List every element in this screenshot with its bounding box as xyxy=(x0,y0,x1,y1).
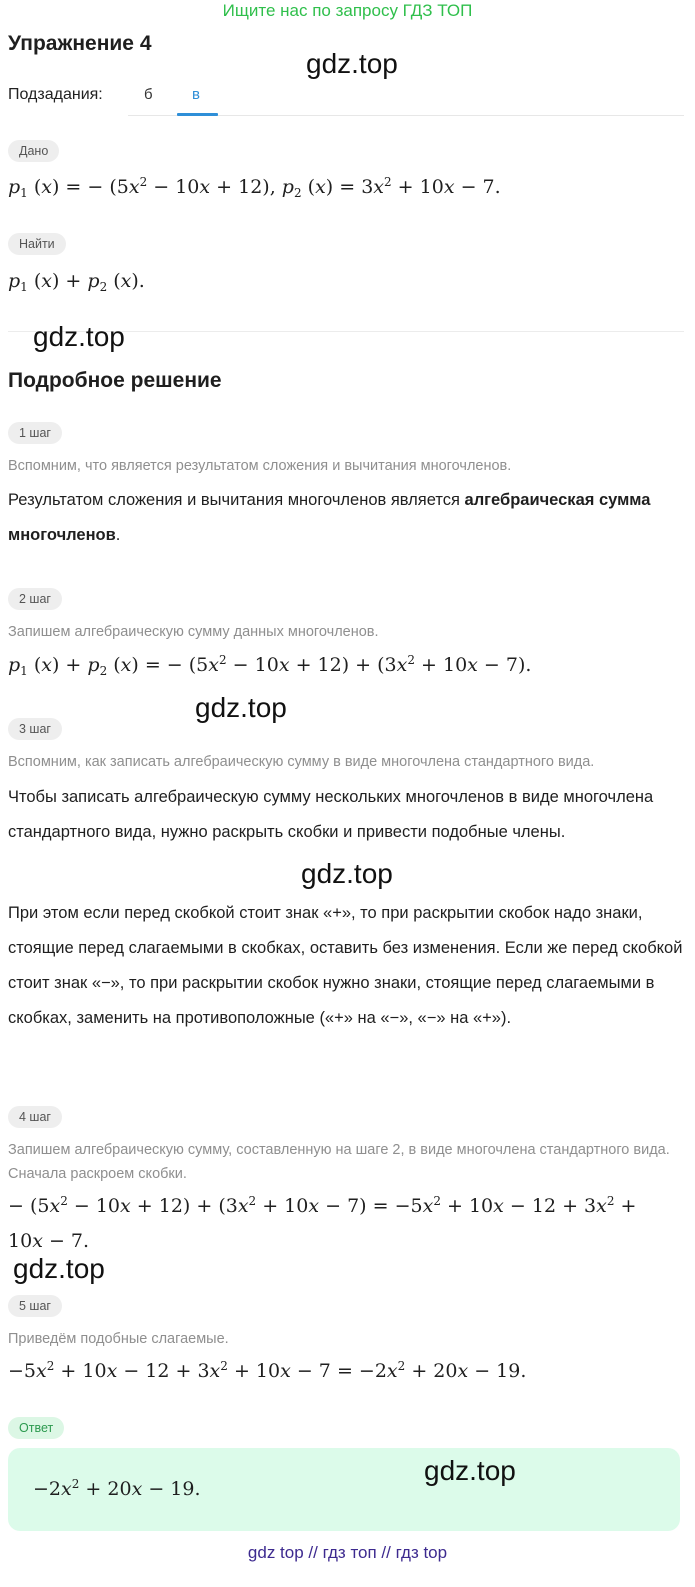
step-3-paragraph-1: Чтобы записать алгебраическую сумму нескольких многочленов в виде многочлена стандартного вида, нужно раскрыть скобки и привести подобные члены. xyxy=(8,788,654,841)
answer-label: Ответ xyxy=(8,1417,64,1439)
answer-expression: $-2x^2 + 20x - 19$. xyxy=(33,1477,201,1500)
find-label: Найти xyxy=(8,233,66,255)
top-banner[interactable]: Ищите нас по запросу ГДЗ ТОП xyxy=(222,1,473,20)
step-5-label: 5 шаг xyxy=(8,1295,62,1317)
step-4-expression-line-1: − $(5x^2 - 10x + 12) + (3x^2 + 10x - 7) = -5x^2 + 10x - 12 + 3x^2$ + xyxy=(8,1194,637,1217)
step-5-expression: $-5x^2 + 10x - 12 + 3x^2 + 10x - 7 = -2x^2 + 20x - 19$. xyxy=(8,1359,527,1382)
subtask-tab-b[interactable]: б xyxy=(144,86,153,103)
exercise-title: Упражнение 4 xyxy=(8,32,152,55)
step-3-paragraph-2: При этом если перед скобкой стоит знак «+», то при раскрытии скобок надо знаки, стоящие перед слагаемыми в скобках, оставить без изменения. Если же перед скобкой стоит знак «−», то при раскрытии скобок нужно знаки, стоящие перед слагаемыми в скобках, заменить на противоположные («+» на «−», «−» на «+»). xyxy=(8,904,683,1027)
watermark: gdz.top xyxy=(13,1253,105,1284)
step-4-label: 4 шаг xyxy=(8,1106,62,1128)
given-expression: $p_1$ (x) = − $(5x^2 - 10x + 12)$, $p_2$ $(x) = 3x^2 + 10x - 7$. xyxy=(8,175,501,200)
step-5-hint: Приведём подобные слагаемые. xyxy=(8,1331,229,1347)
watermark: gdz.top xyxy=(33,321,125,352)
given-label: Дано xyxy=(8,140,59,162)
active-tab-indicator xyxy=(177,113,218,116)
subtasks-label: Подзадания: xyxy=(8,86,103,103)
step-1-text: Результатом сложения и вычитания многочленов является алгебраическая сумма многочленов. xyxy=(8,491,651,544)
step-2-hint: Запишем алгебраическую сумму данных многочленов. xyxy=(8,624,379,640)
step-1-hint: Вспомним, что является результатом сложения и вычитания многочленов. xyxy=(8,458,512,474)
step-3-label: 3 шаг xyxy=(8,718,62,740)
watermark: gdz.top xyxy=(424,1455,516,1486)
step-3-hint: Вспомним, как записать алгебраическую сумму в виде многочлена стандартного вида. xyxy=(8,754,595,770)
step-4-hint: Запишем алгебраическую сумму, составленную на шаге 2, в виде многочлена стандартного вида. Сначала раскроем скобки. xyxy=(8,1142,670,1182)
watermark: gdz.top xyxy=(306,48,398,79)
watermark: gdz.top xyxy=(301,858,393,889)
solution-title: Подробное решение xyxy=(8,369,222,392)
watermark: gdz.top xyxy=(195,692,287,723)
step-2-label: 2 шаг xyxy=(8,588,62,610)
step-2-expression: $p_1$ $(x) + p_2$ (x) = − $(5x^2 - 10x + 12) + (3x^2 + 10x - 7)$. xyxy=(8,653,532,678)
step-4-expression-line-2: 10x − 7. xyxy=(8,1230,90,1252)
footer-links[interactable]: gdz top // гдз топ // гдз top xyxy=(247,1543,448,1562)
find-expression: $p_1$ $(x) + p_2$ (x). xyxy=(8,270,145,294)
subtask-tab-v[interactable]: в xyxy=(192,86,200,103)
step-1-label: 1 шаг xyxy=(8,422,62,444)
